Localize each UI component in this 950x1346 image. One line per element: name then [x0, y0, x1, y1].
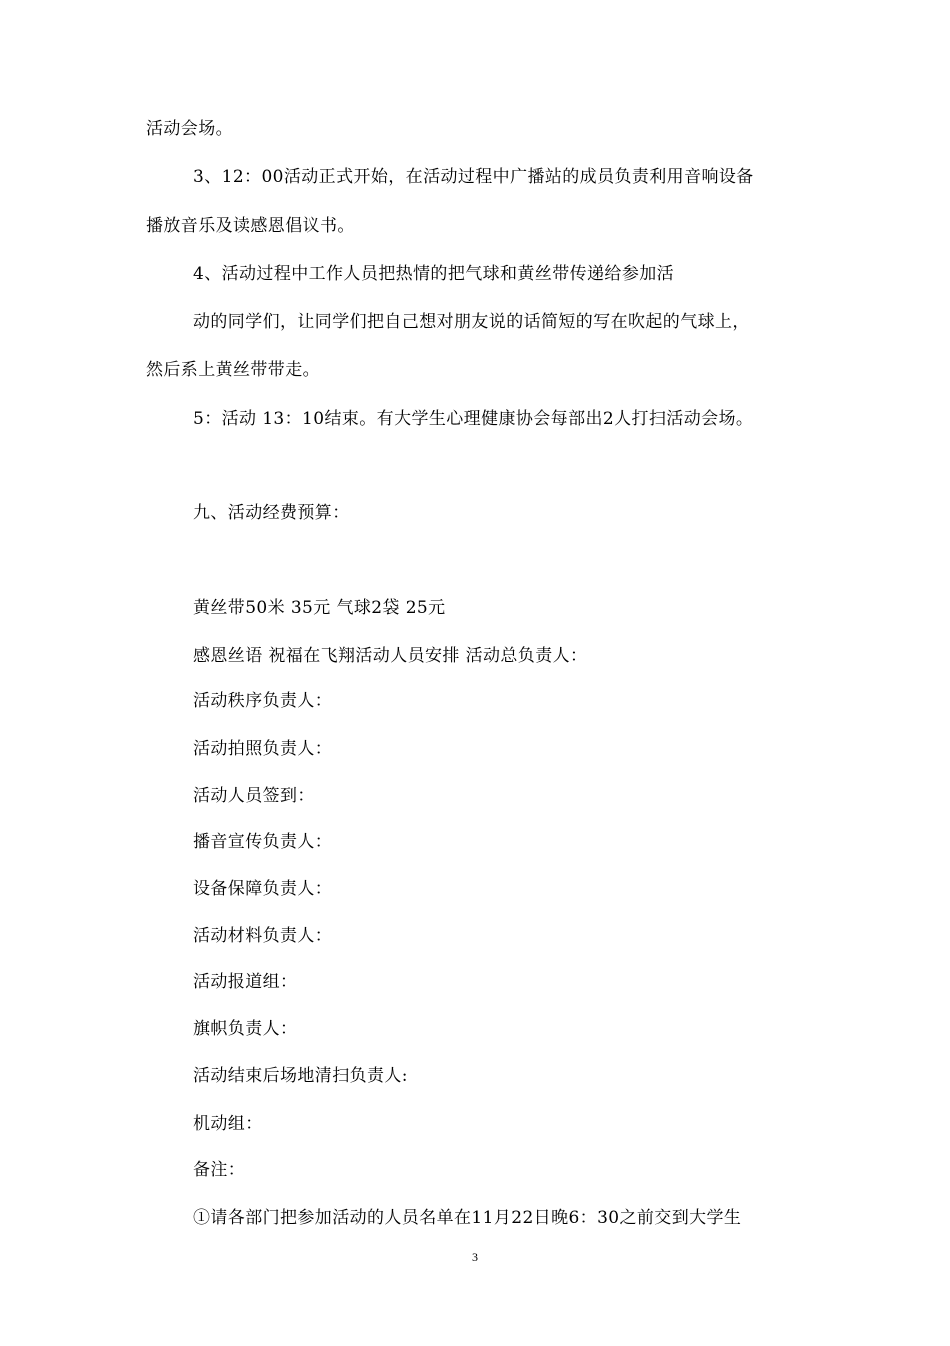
text-line: 动的同学们，让同学们把自己想对朋友说的话简短的写在吹起的气球上， [193, 312, 750, 332]
text-line: 活动报道组： [193, 972, 298, 992]
text-line: 旗帜负责人： [193, 1019, 298, 1039]
page-number: 3 [472, 1250, 478, 1264]
text-line: 4、活动过程中工作人员把热情的把气球和黄丝带传递给参加活 [193, 264, 675, 284]
section-heading: 九、活动经费预算： [193, 503, 350, 523]
text-line: 黄丝带50米 35元 气球2袋 25元 [193, 598, 446, 618]
text-line: 设备保障负责人： [193, 879, 333, 899]
text-line: ①请各部门把参加活动的人员名单在11月22日晚6：30之前交到大学生 [193, 1208, 742, 1228]
text-line: 3、12：00活动正式开始，在活动过程中广播站的成员负责利用音响设备 [193, 167, 754, 187]
text-line: 活动会场。 [146, 119, 233, 139]
text-line: 备注： [193, 1160, 246, 1180]
text-line: 活动秩序负责人： [193, 691, 333, 711]
text-line: 播放音乐及读感恩倡议书。 [146, 216, 355, 236]
text-line: 感恩丝语 祝福在飞翔活动人员安排 活动总负责人： [193, 646, 588, 666]
text-line: 活动拍照负责人： [193, 739, 333, 759]
text-line: 播音宣传负责人： [193, 832, 333, 852]
text-line: 活动人员签到： [193, 786, 315, 806]
text-line: 活动结束后场地清扫负责人: [193, 1066, 408, 1086]
text-line: 活动材料负责人： [193, 926, 333, 946]
text-line: 然后系上黄丝带带走。 [146, 360, 320, 380]
text-line: 5：活动 13：10结束。有大学生心理健康协会每部出2人打扫活动会场。 [193, 409, 754, 429]
text-line: 机动组： [193, 1114, 263, 1134]
